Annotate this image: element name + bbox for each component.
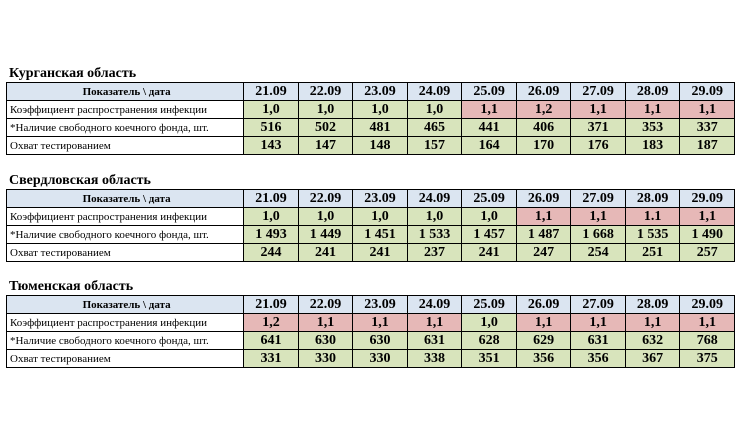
value-cell: 641 [244, 332, 299, 350]
region-title: Свердловская область [9, 173, 151, 188]
value-cell: 337 [680, 119, 735, 137]
value-cell: 1 668 [571, 226, 626, 244]
date-header-cell: 28.09 [625, 296, 680, 314]
date-header-cell: 29.09 [680, 190, 735, 208]
value-cell: 241 [353, 244, 408, 262]
header-row [7, 190, 735, 208]
date-header-cell: 23.09 [353, 296, 408, 314]
value-cell: 630 [353, 332, 408, 350]
indicator-label: Охват тестированием [7, 350, 244, 368]
date-header-cell: 22.09 [298, 190, 353, 208]
value-cell: 481 [353, 119, 408, 137]
value-cell: 1,2 [516, 101, 571, 119]
value-cell: 1,0 [298, 101, 353, 119]
indicator-label: *Наличие свободного коечного фонда, шт. [7, 119, 244, 137]
indicator-label: *Наличие свободного коечного фонда, шт. [7, 332, 244, 350]
date-header-cell: 22.09 [298, 83, 353, 101]
value-cell: 1,0 [407, 101, 462, 119]
value-cell: 1,1 [680, 208, 735, 226]
value-cell: 631 [571, 332, 626, 350]
value-cell: 356 [516, 350, 571, 368]
date-header-cell: 29.09 [680, 83, 735, 101]
date-header-cell: 23.09 [353, 83, 408, 101]
date-header-cell: 25.09 [462, 296, 517, 314]
date-header-cell: 26.09 [516, 296, 571, 314]
indicator-label: Коэффициент распространения инфекции [7, 208, 244, 226]
value-cell: 1,1 [625, 314, 680, 332]
value-cell: 441 [462, 119, 517, 137]
value-cell: 768 [680, 332, 735, 350]
value-cell: 367 [625, 350, 680, 368]
value-cell: 1,1 [571, 101, 626, 119]
value-cell: 1,0 [462, 208, 517, 226]
value-cell: 237 [407, 244, 462, 262]
value-cell: 516 [244, 119, 299, 137]
value-cell: 1.1 [625, 208, 680, 226]
table-row [7, 332, 735, 350]
date-header-cell: 27.09 [571, 190, 626, 208]
value-cell: 338 [407, 350, 462, 368]
region-table [6, 82, 735, 155]
value-cell: 170 [516, 137, 571, 155]
table-row [7, 208, 735, 226]
indicator-label: *Наличие свободного коечного фонда, шт. [7, 226, 244, 244]
value-cell: 148 [353, 137, 408, 155]
value-cell: 1 490 [680, 226, 735, 244]
table-row [7, 119, 735, 137]
value-cell: 1,1 [680, 314, 735, 332]
value-cell: 1,1 [407, 314, 462, 332]
region-block [6, 66, 735, 155]
date-header-cell: 24.09 [407, 83, 462, 101]
header-row [7, 296, 735, 314]
value-cell: 244 [244, 244, 299, 262]
value-cell: 247 [516, 244, 571, 262]
value-cell: 502 [298, 119, 353, 137]
date-header-cell: 21.09 [244, 83, 299, 101]
value-cell: 1,1 [571, 208, 626, 226]
value-cell: 1,1 [516, 314, 571, 332]
value-cell: 1,0 [353, 101, 408, 119]
value-cell: 406 [516, 119, 571, 137]
date-header-cell: 26.09 [516, 190, 571, 208]
date-header-cell: 21.09 [244, 190, 299, 208]
date-header-cell: 28.09 [625, 190, 680, 208]
date-header-cell: 21.09 [244, 296, 299, 314]
indicator-label: Коэффициент распространения инфекции [7, 101, 244, 119]
indicator-label: Охват тестированием [7, 137, 244, 155]
region-table [6, 189, 735, 262]
value-cell: 1,1 [298, 314, 353, 332]
value-cell: 1,0 [244, 101, 299, 119]
value-cell: 1 457 [462, 226, 517, 244]
value-cell: 176 [571, 137, 626, 155]
date-header-cell: 28.09 [625, 83, 680, 101]
value-cell: 1,1 [571, 314, 626, 332]
date-header-cell: 25.09 [462, 83, 517, 101]
value-cell: 1,0 [353, 208, 408, 226]
region-title: Тюменская область [9, 279, 134, 294]
value-cell: 371 [571, 119, 626, 137]
table-row [7, 314, 735, 332]
header-row [7, 83, 735, 101]
date-header-cell: 26.09 [516, 83, 571, 101]
value-cell: 1,0 [462, 314, 517, 332]
value-cell: 632 [625, 332, 680, 350]
value-cell: 1 449 [298, 226, 353, 244]
header-label: Показатель \ дата [7, 83, 244, 101]
value-cell: 1 451 [353, 226, 408, 244]
value-cell: 1,0 [407, 208, 462, 226]
indicator-label: Коэффициент распространения инфекции [7, 314, 244, 332]
region-block [6, 279, 735, 368]
value-cell: 1,0 [244, 208, 299, 226]
date-header-cell: 27.09 [571, 296, 626, 314]
value-cell: 1 535 [625, 226, 680, 244]
header-label: Показатель \ дата [7, 296, 244, 314]
value-cell: 628 [462, 332, 517, 350]
value-cell: 375 [680, 350, 735, 368]
value-cell: 254 [571, 244, 626, 262]
value-cell: 630 [298, 332, 353, 350]
value-cell: 465 [407, 119, 462, 137]
value-cell: 164 [462, 137, 517, 155]
date-header-cell: 27.09 [571, 83, 626, 101]
value-cell: 330 [298, 350, 353, 368]
header-label: Показатель \ дата [7, 190, 244, 208]
indicator-label: Охват тестированием [7, 244, 244, 262]
date-header-cell: 25.09 [462, 190, 517, 208]
value-cell: 187 [680, 137, 735, 155]
table-row [7, 137, 735, 155]
date-header-cell: 24.09 [407, 190, 462, 208]
value-cell: 1,1 [680, 101, 735, 119]
date-header-cell: 23.09 [353, 190, 408, 208]
value-cell: 330 [353, 350, 408, 368]
value-cell: 1,1 [625, 101, 680, 119]
date-header-cell: 29.09 [680, 296, 735, 314]
value-cell: 1,0 [298, 208, 353, 226]
value-cell: 1,1 [353, 314, 408, 332]
value-cell: 1,1 [462, 101, 517, 119]
value-cell: 1 533 [407, 226, 462, 244]
value-cell: 331 [244, 350, 299, 368]
table-row [7, 244, 735, 262]
value-cell: 629 [516, 332, 571, 350]
value-cell: 147 [298, 137, 353, 155]
table-row [7, 350, 735, 368]
region-title: Курганская область [9, 66, 137, 81]
value-cell: 351 [462, 350, 517, 368]
value-cell: 241 [462, 244, 517, 262]
value-cell: 631 [407, 332, 462, 350]
value-cell: 241 [298, 244, 353, 262]
value-cell: 251 [625, 244, 680, 262]
region-block [6, 173, 735, 262]
value-cell: 157 [407, 137, 462, 155]
date-header-cell: 22.09 [298, 296, 353, 314]
region-table [6, 295, 735, 368]
value-cell: 1,2 [244, 314, 299, 332]
value-cell: 1,1 [516, 208, 571, 226]
value-cell: 353 [625, 119, 680, 137]
value-cell: 356 [571, 350, 626, 368]
value-cell: 183 [625, 137, 680, 155]
value-cell: 1 487 [516, 226, 571, 244]
value-cell: 1 493 [244, 226, 299, 244]
table-row [7, 101, 735, 119]
date-header-cell: 24.09 [407, 296, 462, 314]
value-cell: 257 [680, 244, 735, 262]
table-row [7, 226, 735, 244]
value-cell: 143 [244, 137, 299, 155]
